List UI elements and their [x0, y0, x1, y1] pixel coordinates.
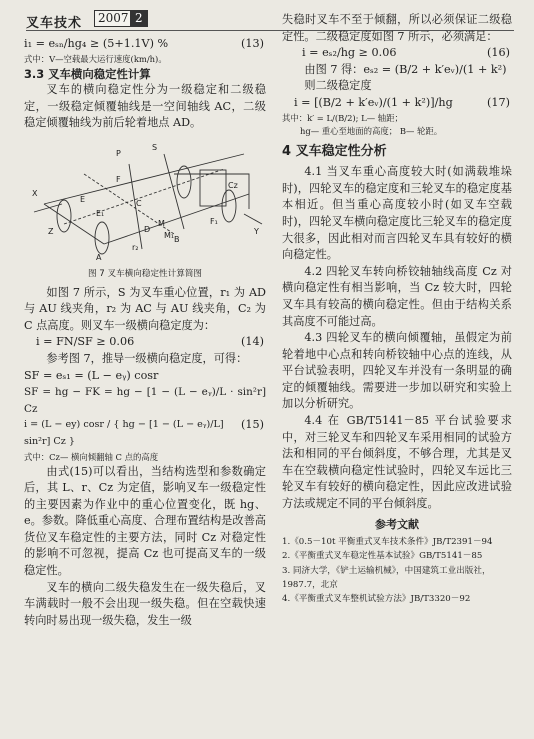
equation-17-body: i = [(B/2 + k′eᵥ)/(1 + k²)]/hg	[294, 95, 453, 109]
paragraph-4-3: 4.3 四轮叉车的横向倾覆轴，虽假定为前轮着地中心点和转向桥铰轴中心点的连线，从平台试验表明，四轮叉车并没有一条明显的确定的倾覆轴线。需要进一步加以研究和实验上加以分析研究。	[282, 331, 512, 411]
right-column	[282, 12, 512, 606]
equation-sf-1: SF = eₛ₁ = (L − eᵧ) cosr	[24, 368, 159, 382]
label-M: M	[158, 218, 165, 228]
label-B: B	[174, 234, 180, 244]
label-C: C	[136, 198, 142, 208]
label-E: E	[80, 194, 86, 204]
equation-14-number: (14)	[241, 335, 264, 349]
paragraph-4-1: 4.1 当叉车重心高度较大时(如满载堆垛时)，四轮叉车的稳定度和三轮叉车的稳定度基本相近。但当重心高度较小时(如叉车空载时)，四轮叉车横向稳定度比三轮叉车的稳定度大很多，因此相对而言四轮叉车具有较好的横向稳定性。	[282, 165, 512, 262]
references-heading: 参考文献	[375, 517, 419, 531]
reference-item: 1.《0.5－10t 平衡重式叉车技术条件》JB/T2391－94	[282, 537, 493, 548]
label-Z: Z	[48, 226, 54, 236]
left-column	[24, 36, 266, 629]
journal-year: 2007	[94, 10, 133, 27]
equation-17	[282, 95, 512, 112]
paragraph: 如图 7 所示，S 为叉车重心位置，r₁ 为 AD 与 AU 线夹角，r₂ 为 AC 与 AU 线夹角，C₂ 为 C 点高度。则叉车一级横向稳定度为：	[24, 285, 266, 332]
label-Y: Y	[254, 226, 259, 236]
diagram-line	[164, 154, 184, 229]
reference-item: 2.《平衡重式叉车稳定性基本试验》GB/T5141－85	[282, 551, 483, 562]
label-r2: r₂	[132, 242, 139, 252]
equation-15-number: (15)	[241, 418, 264, 432]
section-3-3-heading: 3.3 叉车横向稳定性计算	[24, 66, 151, 81]
equation-14	[24, 334, 266, 351]
diagram-line	[174, 174, 249, 209]
equation-15	[24, 417, 266, 450]
label-X: X	[32, 188, 38, 198]
journal-title: 叉车技术	[26, 16, 83, 31]
journal-issue: 2	[130, 10, 148, 27]
paragraph: 叉车的横向二级失稳发生在一级失稳后，叉车满载时一般不会出现一级失稳。但在空载快速转向时易出现一级失稳，发生一级	[24, 580, 266, 627]
label-A: A	[96, 252, 102, 262]
axis-y-line	[244, 214, 262, 224]
equation-17-note: 其中：k′ = L/(B/2); L— 轴距；	[282, 112, 403, 123]
figure-7	[24, 134, 266, 264]
paragraph: 由式(15)可以看出，当结构选型和参数确定后，其 L、r、Cz 为定值，影响叉车一级稳定性的主要因素为作业中的重心位置变化，既 hg、e。参数。降低重心高度、合理布置结构是改善高货位叉车稳定性的主要方法，同时 Cz 对稳定性的影响不可忽视，提高 Cz 也可提高叉车的一级稳定性。	[24, 464, 266, 578]
paragraph-4-2: 4.2 四轮叉车转向桥铰轴轴线高度 Cz 对横向稳定性有相当影响，当 Cz 较大时，四轮叉车具有较高的横向稳定性。但由于结构关系其高度不可能过高。	[282, 264, 512, 328]
diagram-line	[44, 154, 244, 204]
equation-sf-2: SF = hg − FK = hg − [1 − (L − eᵧ)/L · sin²r] Cz	[24, 386, 266, 415]
paragraph: 叉车的横向稳定性分为一级稳定和二级稳定，一级稳定倾覆轴线是一空间轴线 AC，二级稳定倾覆轴线为前后轮着地点 AD。	[24, 83, 266, 130]
paragraph: 参考图 7，推导一级横向稳定度，可得：	[46, 351, 248, 365]
label-S: S	[152, 142, 158, 152]
equation-16-derivation: 由图 7 得：eₛ₂ = (B/2 + k′eᵥ)/(1 + k²)	[304, 62, 507, 76]
reference-item: 3. 同济大学，《铲土运输机械》，中国建筑工业出版社，1987.7，北京	[282, 565, 491, 590]
paragraph: 则二级稳定度	[304, 79, 372, 93]
label-M1: M₁	[164, 230, 175, 240]
equation-16-number: (16)	[487, 46, 510, 60]
label-F: F	[116, 174, 121, 184]
section-4-heading: 4 叉车稳定性分析	[282, 143, 387, 159]
label-Cz: Cz	[228, 180, 238, 190]
wheel-shape	[177, 166, 191, 198]
label-F1: F₁	[210, 216, 218, 226]
equation-13-body: i₁ = eₛₙ/hg₄ ≥ (5+1.1V) %	[24, 37, 169, 50]
equation-15-body: i = (L − ey) cosr / { hg − [1 − (L − eᵧ)/L] sin²r] Cz }	[24, 419, 224, 447]
figure-7-caption: 图 7 叉车横向稳定性计算简图	[87, 268, 203, 279]
equation-17-number: (17)	[487, 95, 510, 109]
paragraph-4-4: 4.4 在 GB/T5141－85 平台试验要求中，对三轮叉车和四轮叉车采用相同的试验方法和相同的平台倾斜度，不够合理，尤其是叉车在空载横向稳定性试验时，四轮叉车远比三轮叉车有较好的横向稳定性，因此应改进试验方法或规定不同的平台倾斜度。	[282, 414, 512, 511]
equation-13	[24, 36, 266, 53]
reference-item: 4.《平衡重式叉车整机试验方法》JB/T3320－92	[282, 594, 471, 605]
paragraph: 失稳时叉车不至于倾翻，所以必须保证二级稳定性。二级稳定度如图 7 所示，必须满足：	[282, 13, 512, 43]
equation-15-note: 式中：Cz— 横向倾翻轴 C 点的高度	[24, 451, 159, 462]
label-P: P	[116, 148, 121, 158]
equation-16-body: i = eₛ₂/hg ≥ 0.06	[302, 46, 397, 60]
forklift-stability-diagram	[24, 134, 266, 264]
label-E1: E₁	[96, 208, 105, 218]
wheel-shape	[95, 222, 109, 254]
equation-16	[282, 45, 512, 62]
label-D: D	[144, 224, 151, 234]
equation-17-note: hg— 重心至地面的高度； B— 轮距。	[300, 125, 443, 136]
equation-13-note: 式中：V—空载最大运行速度(km/h)。	[24, 53, 167, 64]
equation-14-body: i = FN/SF ≥ 0.06	[36, 335, 135, 349]
equation-13-number: (13)	[241, 37, 264, 50]
